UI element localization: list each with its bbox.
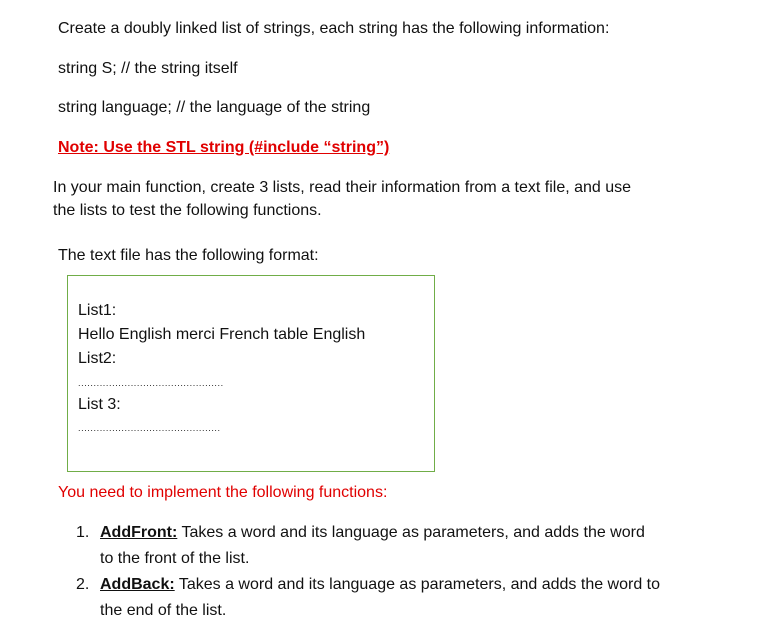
file-format-box: [67, 275, 435, 472]
list1-content: Hello English merci French table English: [78, 326, 366, 343]
list-item-line-2: the end of the list.: [100, 602, 227, 619]
function-desc: Takes a word and its language as parameters, and adds the word to: [174, 576, 661, 593]
stl-note: Note: Use the STL string (#include “string”): [58, 139, 390, 156]
list-item-line-2: to the front of the list.: [100, 550, 250, 567]
function-name: AddFront:: [100, 524, 178, 541]
list2-label: List2:: [78, 350, 117, 367]
list3-label: List 3:: [78, 396, 121, 413]
intro-line-2: string S; // the string itself: [58, 60, 238, 77]
function-name: AddBack:: [100, 576, 175, 593]
intro-line-1: Create a doubly linked list of strings, each string has the following information:: [58, 20, 610, 37]
function-desc: Takes a word and its language as parameters, and adds the word: [177, 524, 645, 541]
dots-placeholder-1: ...............................................: [78, 378, 224, 388]
list-item-line-1: [100, 523, 645, 543]
list-item-number: 2.: [76, 576, 90, 593]
main-para-line-1: In your main function, create 3 lists, read their information from a text file, and use: [53, 179, 632, 196]
functions-heading: You need to implement the following functions:: [58, 484, 388, 501]
format-heading: The text file has the following format:: [58, 247, 319, 264]
list-item-number: 1.: [76, 524, 90, 541]
list1-label: List1:: [78, 302, 117, 319]
list-item-line-1: [100, 575, 660, 595]
dots-placeholder-2: ..............................................: [78, 423, 221, 433]
main-para-line-2: the lists to test the following functions.: [53, 202, 322, 219]
intro-line-3: string language; // the language of the string: [58, 99, 371, 116]
